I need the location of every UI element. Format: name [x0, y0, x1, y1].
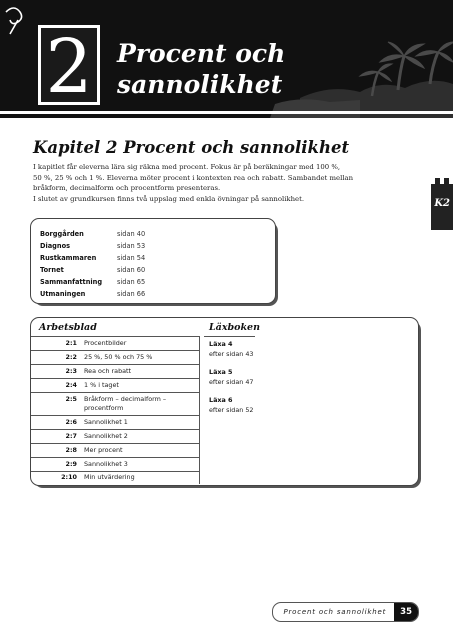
homework-text: efter sidan 52 [209, 405, 254, 414]
contents-page: sidan 65 [117, 277, 146, 286]
contents-page: sidan 53 [117, 241, 146, 250]
contents-box [30, 218, 276, 304]
chapter-number-box [38, 24, 100, 110]
contents-section-name: Rustkammaren [40, 253, 97, 262]
chapter-intro [33, 162, 423, 204]
homework-label: Läxa 6 [209, 396, 233, 404]
intro-line: I kapitlet får eleverna lära sig räkna med procent. Fokus är på beräkningar med 100 %, [33, 163, 341, 171]
homework-heading: Läxboken [209, 322, 261, 333]
row-rule [31, 471, 199, 472]
contents-section-name: Sammanfattning [40, 277, 103, 286]
contents-section-name: Diagnos [40, 241, 71, 250]
worksheet-number: 2:10 [61, 473, 77, 481]
worksheet-number: 2:5 [65, 395, 77, 403]
homework-item [209, 368, 253, 387]
homework-item [209, 340, 253, 359]
intro-line: 50 %, 25 % och 1 %. Eleverna möter procent i kontexten rea och rabatt. Sambandet mellan [33, 173, 354, 182]
contents-page: sidan 66 [117, 289, 146, 298]
contents-section-name: Borggården [40, 230, 84, 238]
worksheet-title: Mer procent [84, 446, 123, 454]
banner-title [117, 38, 285, 100]
banner-title-line-1: Procent och [117, 39, 286, 68]
contents-row [40, 241, 145, 253]
contents-row [40, 289, 145, 301]
worksheet-title: Bråkform – decimalform – [84, 395, 167, 403]
worksheets-heading: Arbetsblad [39, 322, 97, 333]
worksheet-number: 2:1 [65, 339, 77, 347]
worksheet-title: Rea och rabatt [84, 367, 132, 375]
worksheet-number: 2:7 [65, 432, 77, 440]
contents-page: sidan 40 [117, 230, 146, 238]
worksheet-title-continued: procentform [84, 404, 124, 412]
homework-label: Läxa 4 [209, 340, 233, 348]
footer-chapter-title: Procent och sannolikhet [283, 608, 387, 616]
worksheets-heading-rule [31, 336, 199, 337]
banner-title-line-2: sannolikhet [117, 70, 283, 99]
column-divider [199, 336, 200, 484]
contents-list [40, 229, 145, 300]
worksheet-title: Sannolikhet 1 [84, 418, 128, 426]
homework-label: Läxa 5 [209, 368, 233, 376]
row-rule [31, 350, 199, 351]
chapter-number: 2 [45, 24, 93, 110]
side-tab-label: K2 [434, 198, 450, 209]
row-rule [31, 457, 199, 458]
worksheet-number: 2:3 [65, 367, 77, 375]
row-rule [31, 443, 199, 444]
worksheet-title: Min utvärdering [84, 473, 135, 481]
contents-section-name: Tornet [40, 265, 64, 274]
worksheet-title: Procentbilder [84, 339, 127, 347]
homework-item [209, 396, 253, 415]
row-rule [31, 429, 199, 430]
intro-line: bråkform, decimalform och procentform presenteras. [33, 184, 221, 193]
page-number: 35 [394, 603, 418, 621]
row-rule [31, 378, 199, 379]
contents-page: sidan 60 [117, 265, 146, 274]
page-footer [272, 602, 419, 622]
chapter-banner [0, 0, 453, 118]
homework-text: efter sidan 43 [209, 349, 254, 358]
contents-page: sidan 54 [117, 253, 146, 262]
homework-heading-rule [204, 336, 255, 337]
worksheet-title: 25 %, 50 % och 75 % [84, 353, 153, 361]
worksheet-title: 1 % i taget [84, 381, 119, 389]
worksheet-title: Sannolikhet 3 [84, 460, 128, 468]
worksheets-box [30, 317, 419, 486]
row-rule [31, 415, 199, 416]
contents-row [40, 277, 145, 289]
contents-row [40, 265, 145, 277]
worksheet-number: 2:4 [65, 381, 77, 389]
intro-line: I slutet av grundkursen finns två uppslag med enkla övningar på sannolikhet. [33, 194, 305, 203]
worksheet-title: Sannolikhet 2 [84, 432, 128, 440]
worksheet-number: 2:6 [65, 418, 77, 426]
chapter-heading: Kapitel 2 Procent och sannolikhet [33, 138, 350, 157]
row-rule [31, 364, 199, 365]
contents-section-name: Utmaningen [40, 289, 86, 298]
worksheet-number: 2:2 [65, 353, 77, 361]
homework-text: efter sidan 47 [209, 377, 254, 386]
row-rule [31, 392, 199, 393]
contents-row [40, 229, 145, 241]
worksheet-number: 2:8 [65, 446, 77, 454]
worksheet-number: 2:9 [65, 460, 77, 468]
contents-row [40, 253, 145, 265]
